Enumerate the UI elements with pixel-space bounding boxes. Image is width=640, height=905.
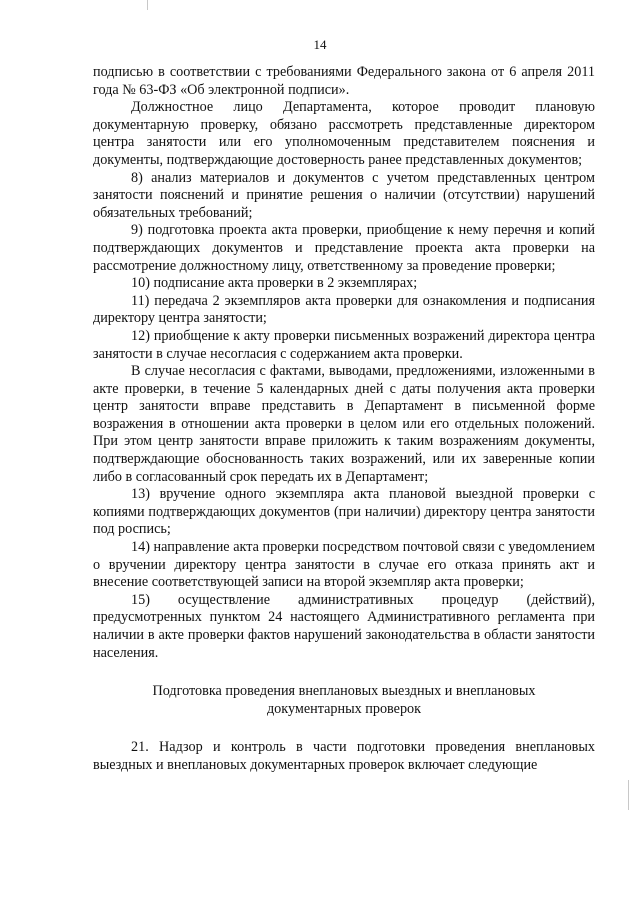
list-item: 14) направление акта проверки посредством почтовой связи с уведомлением о вручении директору центра занятости в случае его отказа принять акт и внесение соответствующей записи на второй экземпляр акта проверки; xyxy=(93,539,595,591)
list-item: 13) вручение одного экземпляра акта плановой выездной проверки с копиями подтверждающих документов (при наличии) директору центра занятости под роспись; xyxy=(93,486,595,538)
paragraph: Должностное лицо Департамента, которое проводит плановую документарную проверку, обязано рассмотреть представленные директором центра занятости или его уполномоченным представителем пояснения и документы, подтверждающие достоверность ранее представленных документов; xyxy=(93,99,595,168)
list-item: 10) подписание акта проверки в 2 экземплярах; xyxy=(131,275,418,292)
list-item: 15) осуществление административных процедур (действий), предусмотренных пунктом 24 настоящего Административного регламента при наличии в акте проверки фактов нарушений законодательства в области занятости населения. xyxy=(93,591,595,661)
scan-artifact xyxy=(147,0,148,10)
list-item: 12) приобщение к акту проверки письменных возражений директора центра занятости в случае несогласия с содержанием акта проверки. xyxy=(93,327,595,362)
list-item: 11) передача 2 экземпляров акта проверки для ознакомления и подписания директору центра занятости; xyxy=(93,292,595,327)
list-item: 8) анализ материалов и документов с учетом представленных центром занятости пояснений и принятие решения о наличии (отсутствии) нарушений обязательных требований; xyxy=(93,169,595,221)
paragraph: 21. Надзор и контроль в части подготовки проведения внеплановых выездных и внеплановых документарных проверок включает следующие xyxy=(93,739,595,773)
page-number: 14 xyxy=(313,37,327,52)
list-item: 9) подготовка проекта акта проверки, приобщение к нему перечня и копий подтверждающих документов и представление проекта акта проверки на рассмотрение должностному лицу, ответственному за проведение проверки; xyxy=(93,222,595,274)
section-heading: Подготовка проведения внеплановых выездных и внеплановых документарных проверок xyxy=(152,683,536,717)
document-body xyxy=(93,64,595,775)
paragraph: В случае несогласия с фактами, выводами, предложениями, изложенными в акте проверки, в течение 5 календарных дней с даты получения акта проверки центр занятости вправе представить в Департамент в письменной форме возражения в отношении акта проверки в целом или его отдельных положений. При этом центр занятости вправе приложить к таким возражениям документы, подтверждающие обоснованность таких возражений, или их заверенные копии либо в согласованный срок передать их в Департамент; xyxy=(93,363,595,485)
scan-artifact xyxy=(628,780,629,810)
paragraph: подписью в соответствии с требованиями Федерального закона от 6 апреля 2011 года № 63-ФЗ «Об электронной подписи». xyxy=(93,64,595,98)
